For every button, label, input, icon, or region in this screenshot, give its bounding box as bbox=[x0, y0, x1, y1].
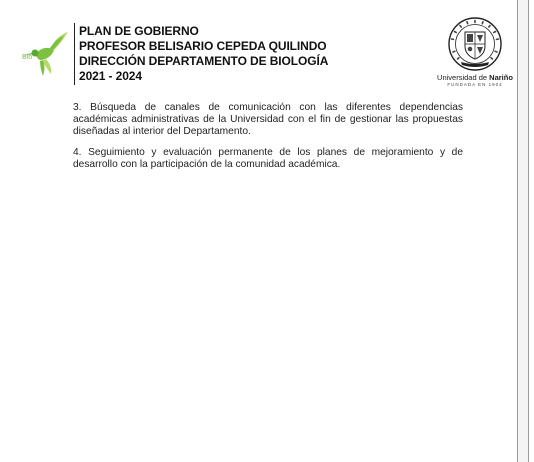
page-edge-line bbox=[517, 0, 518, 462]
bio-logo-text: Bio bbox=[22, 54, 33, 61]
header-divider bbox=[74, 23, 75, 85]
page-gutter bbox=[518, 0, 528, 462]
document-header bbox=[79, 24, 328, 84]
header-period: 2021 - 2024 bbox=[79, 69, 142, 83]
document-body bbox=[73, 102, 463, 179]
university-name-bold: Nariño bbox=[489, 73, 513, 82]
header-department: DIRECCIÓN DEPARTAMENTO DE BIOLOGÍA bbox=[79, 54, 329, 68]
university-name bbox=[432, 73, 518, 82]
scrollbar-edge-line bbox=[528, 0, 529, 462]
university-logo bbox=[432, 16, 518, 94]
header-author: PROFESOR BELISARIO CEPEDA QUILINDO bbox=[79, 39, 327, 53]
university-founded: FUNDADA EN 1904 bbox=[447, 82, 503, 87]
university-name-prefix: Universidad de bbox=[437, 73, 490, 82]
paragraph-item-3: 3. Búsqueda de canales de comunicación con las diferentes dependencias académicas administrativas de la Universidad con el fin de gestionar las propuestas diseñadas al interior del Departamento. bbox=[73, 102, 463, 138]
header-title: PLAN DE GOBIERNO bbox=[79, 24, 199, 38]
paragraph-item-4: 4. Seguimiento y evaluación permanente de los planes de mejoramiento y de desarrollo con la participación de la comunidad académica. bbox=[73, 146, 463, 170]
university-seal-icon bbox=[447, 16, 503, 72]
bio-hummingbird-logo bbox=[18, 26, 74, 82]
